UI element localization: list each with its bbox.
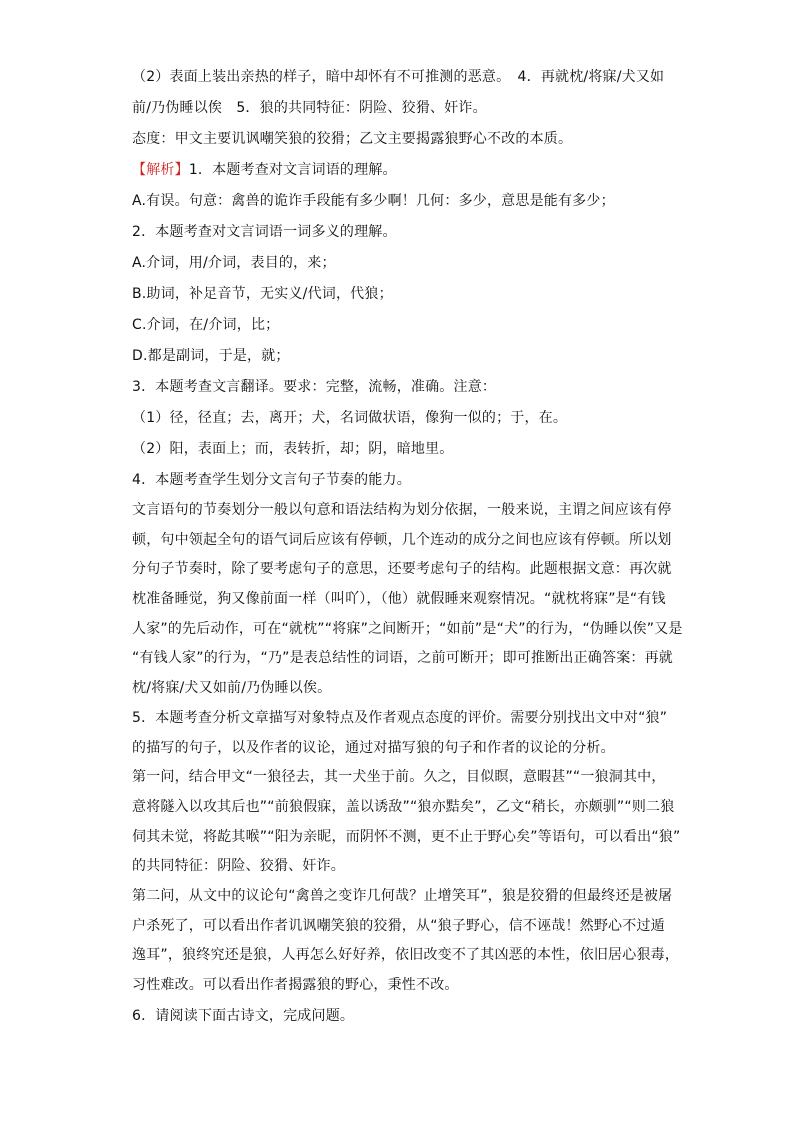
q6-title: 6．请阅读下面古诗文，完成问题。 xyxy=(132,1007,355,1024)
answer-line-3: 态度：甲文主要讥讽嘲笑狼的狡猾；乙文主要揭露狼野心不改的本质。 xyxy=(132,131,573,147)
q4-para-line: 枕准备睡觉，狗又像前面一样（叫吖），（他）就假睡来观察情况。“就枕将寐”是“有钱 xyxy=(132,591,666,608)
document-page xyxy=(132,62,683,1032)
answer-line-2: 前/乃伪睡以俟 5．狼的共同特征：阴险、狡猾、奸诈。 xyxy=(132,100,487,116)
q5-p2-line: 第二问，从文中的议论句“禽兽之变诈几何哉？止增笑耳”，狼是狡猾的但最终还是被屠 xyxy=(132,887,673,904)
q5-p1-line: 伺其未觉，将龁其喉”“阳为亲昵，而阴怀不测，更不止于野心矣”等语句，可以看出“狼” xyxy=(132,828,681,845)
q4-para-line: 枕/将寐/犬又如前/乃伪睡以俟。 xyxy=(132,680,332,697)
q4-para-line: 顿，句中领起全句的语气词后应该有停顿，几个连动的成分之间也应该有停顿。所以划 xyxy=(132,531,672,548)
q1-option-a: A.有误。句意：禽兽的诡诈手段能有多少啊！几何：多少，意思是能有多少； xyxy=(132,193,615,209)
q5-p1-line: 意将隧入以攻其后也”“前狼假寐，盖以诱敌”“狼亦黠矣”，乙文“稍长，亦颇驯”“则二狼 xyxy=(132,798,675,815)
q3-note-1: （1）径，径直；去，离开；犬，名词做状语，像狗一似的；于，在。 xyxy=(132,410,568,426)
analysis-intro: 1．本题考查对文言词语的理解。 xyxy=(188,162,397,178)
q5-p2-line: 逸耳”，狼终究还是狼，人再怎么好好养，依旧改变不了其凶恶的本性，依旧居心狠毒， xyxy=(132,947,680,964)
q5-p2-line: 习性难改。可以看出作者揭露狼的野心，秉性不改。 xyxy=(132,977,459,993)
q4-para-line: 文言语句的节奏划分一般以句意和语法结构为划分依据，一般来说，主谓之间应该有停 xyxy=(132,502,672,518)
q2-option-a: A.介词，用/介词，表目的，来； xyxy=(132,255,336,271)
q2-option-c: C.介词，在/介词，比； xyxy=(132,317,280,333)
q3-title: 3．本题考查文言翻译。要求：完整，流畅，准确。注意： xyxy=(132,379,497,395)
q4-paragraph xyxy=(132,496,683,704)
q5-title xyxy=(132,704,668,763)
q5-p2-line: 户杀死了，可以看出作者讥讽嘲笑狼的狡猾，从“狼子野心，信不诬哉！然野心不过遁 xyxy=(132,917,665,934)
q5-paragraph-1 xyxy=(132,763,681,882)
q2-option-d: D.都是副词，于是，就； xyxy=(132,348,290,364)
q5-title-line: 5．本题考查分析文章描写对象特点及作者观点态度的评价。需要分别找出文中对“狼” xyxy=(132,709,668,726)
q5-p1-line: 的共同特征：阴险、狡猾、奸诈。 xyxy=(132,858,345,875)
q5-paragraph-2 xyxy=(132,882,680,1001)
q4-para-line: 人家”的先后动作，可在“就枕”“将寐”之间断开；“如前”是“犬”的行为，“伪睡以俟”又是 xyxy=(132,620,683,637)
analysis-tag: 【解析】 xyxy=(132,162,189,178)
q4-para-line: “有钱人家”的行为，“乃”是表总结性的词语，之前可断开；即可推断出正确答案：再就 xyxy=(132,650,674,667)
q5-title-line: 的描写的句子，以及作者的议论，通过对描写狼的句子和作者的议论的分析。 xyxy=(132,739,615,756)
analysis-intro-line xyxy=(132,155,664,186)
q4-title: 4．本题考查学生划分文言句子节奏的能力。 xyxy=(132,472,411,488)
q3-note-2: （2）阳，表面上；而，表转折，却；阴，暗地里。 xyxy=(132,441,454,457)
q2-option-b: B.助词，补足音节，无实义/代词，代狼； xyxy=(132,286,393,302)
answer-line-1: （2）表面上装出亲热的样子，暗中却怀有不可推测的恶意。 4．再就枕/将寐/犬又如 xyxy=(132,69,665,85)
q4-para-line: 分句子节奏时，除了要考虑句子的意思，还要考虑句子的结构。此题根据文意：再次就 xyxy=(132,561,672,578)
q5-p1-line: 第一问，结合甲文“一狼径去，其一犬坐于前。久之，目似瞑，意暇甚”“一狼洞其中， xyxy=(132,769,666,786)
q2-title: 2．本题考查对文言词语一词多义的理解。 xyxy=(132,224,397,240)
